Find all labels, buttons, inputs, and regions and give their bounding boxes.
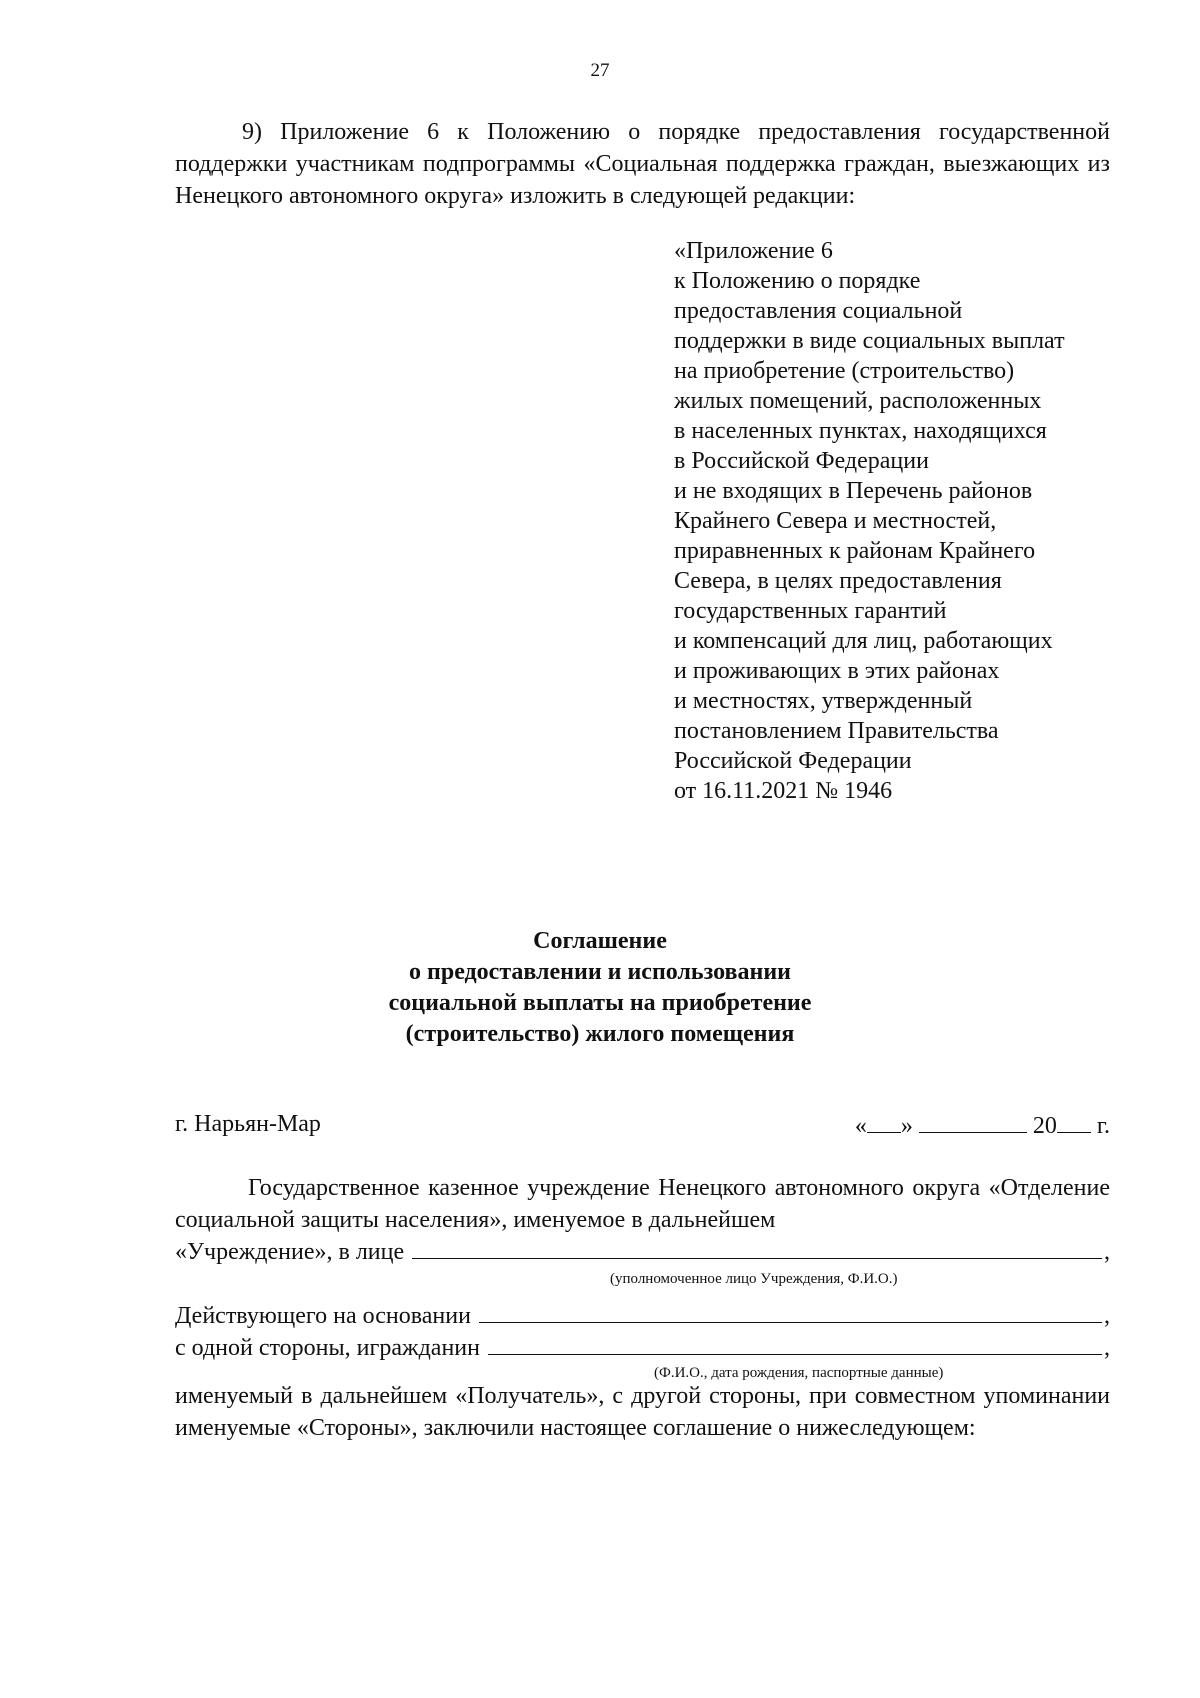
day-blank[interactable]: [867, 1108, 901, 1133]
citizen-caption: (Ф.И.О., дата рождения, паспортные данные): [654, 1365, 944, 1381]
main-paragraph: Государственное казенное учреждение Ненецкого автономного округа «Отделение социальной защиты населения», именуемое в дальнейшем: [175, 1175, 1110, 1233]
representative-label: «Учреждение», в лице: [175, 1239, 405, 1265]
year-blank[interactable]: [1057, 1108, 1091, 1133]
page-number: 27: [590, 60, 610, 81]
appendix-line: государственных гарантий: [674, 598, 947, 624]
representative-blank[interactable]: [412, 1236, 1102, 1259]
place-date-row: [175, 1108, 1110, 1140]
date-close-quote: »: [900, 1113, 913, 1139]
basis-label: Действующего на основании: [175, 1303, 471, 1329]
year-suffix: г.: [1096, 1113, 1110, 1139]
representative-row: [175, 1236, 1110, 1268]
title-line: социальной выплаты на приобретение: [388, 990, 812, 1016]
appendix-line: и компенсаций для лиц, работающих: [674, 628, 1053, 654]
appendix-line: и не входящих в Перечень районов: [674, 478, 1033, 504]
appendix-line: от 16.11.2021 № 1946: [674, 778, 893, 804]
appendix-line: предоставления социальной: [674, 298, 963, 324]
representative-caption: (уполномоченное лицо Учреждения, Ф.И.О.): [610, 1271, 898, 1287]
appendix-line: «Приложение 6: [674, 238, 833, 264]
comma: ,: [1104, 1239, 1110, 1265]
appendix-line: в Российской Федерации: [674, 448, 929, 474]
intro-paragraph: 9) Приложение 6 к Положению о порядке предоставления государственной поддержки участникам подпрограммы «Социальная поддержка граждан, выезжающих из Ненецкого автономного округа» изложить в следующей редакции:: [175, 119, 1110, 209]
tail-paragraph: именуемый в дальнейшем «Получатель», с другой стороны, при совместном упоминании именуемые «Стороны», заключили настоящее соглашение о нижеследующем:: [175, 1383, 1110, 1441]
appendix-header: [674, 236, 1094, 806]
citizen-blank[interactable]: [488, 1332, 1102, 1355]
appendix-line: Севера, в целях предоставления: [674, 568, 1002, 594]
appendix-line: на приобретение (строительство): [674, 358, 1015, 384]
basis-row: [175, 1300, 1110, 1332]
title-line: (строительство) жилого помещения: [405, 1021, 795, 1047]
appendix-line: и местностях, утвержденный: [674, 688, 973, 714]
appendix-line: жилых помещений, расположенных: [674, 388, 1042, 414]
date-field: [855, 1108, 1110, 1142]
appendix-line: постановлением Правительства: [674, 718, 999, 744]
date-open-quote: «: [854, 1113, 867, 1139]
appendix-line: в населенных пунктах, находящихся: [674, 418, 1047, 444]
appendix-line: и проживающих в этих районах: [674, 658, 1000, 684]
comma: ,: [1104, 1303, 1110, 1329]
title-line: Соглашение: [533, 928, 667, 954]
appendix-line: к Положению о порядке: [674, 268, 921, 294]
citizen-label: с одной стороны, игражданин: [175, 1335, 480, 1361]
agreement-title: [0, 926, 1200, 1050]
appendix-line: поддержки в виде социальных выплат: [674, 328, 1065, 354]
title-line: о предоставлении и использовании: [409, 959, 791, 985]
appendix-line: Крайнего Севера и местностей,: [674, 508, 997, 534]
appendix-line: приравненных к районам Крайнего: [674, 538, 1036, 564]
year-prefix: 20: [1032, 1113, 1057, 1139]
citizen-row: [175, 1332, 1110, 1364]
appendix-line: Российской Федерации: [674, 748, 912, 774]
month-blank[interactable]: [919, 1108, 1027, 1133]
comma: ,: [1104, 1335, 1110, 1361]
city-label: г. Нарьян-Мар: [175, 1111, 321, 1137]
basis-blank[interactable]: [479, 1300, 1102, 1323]
